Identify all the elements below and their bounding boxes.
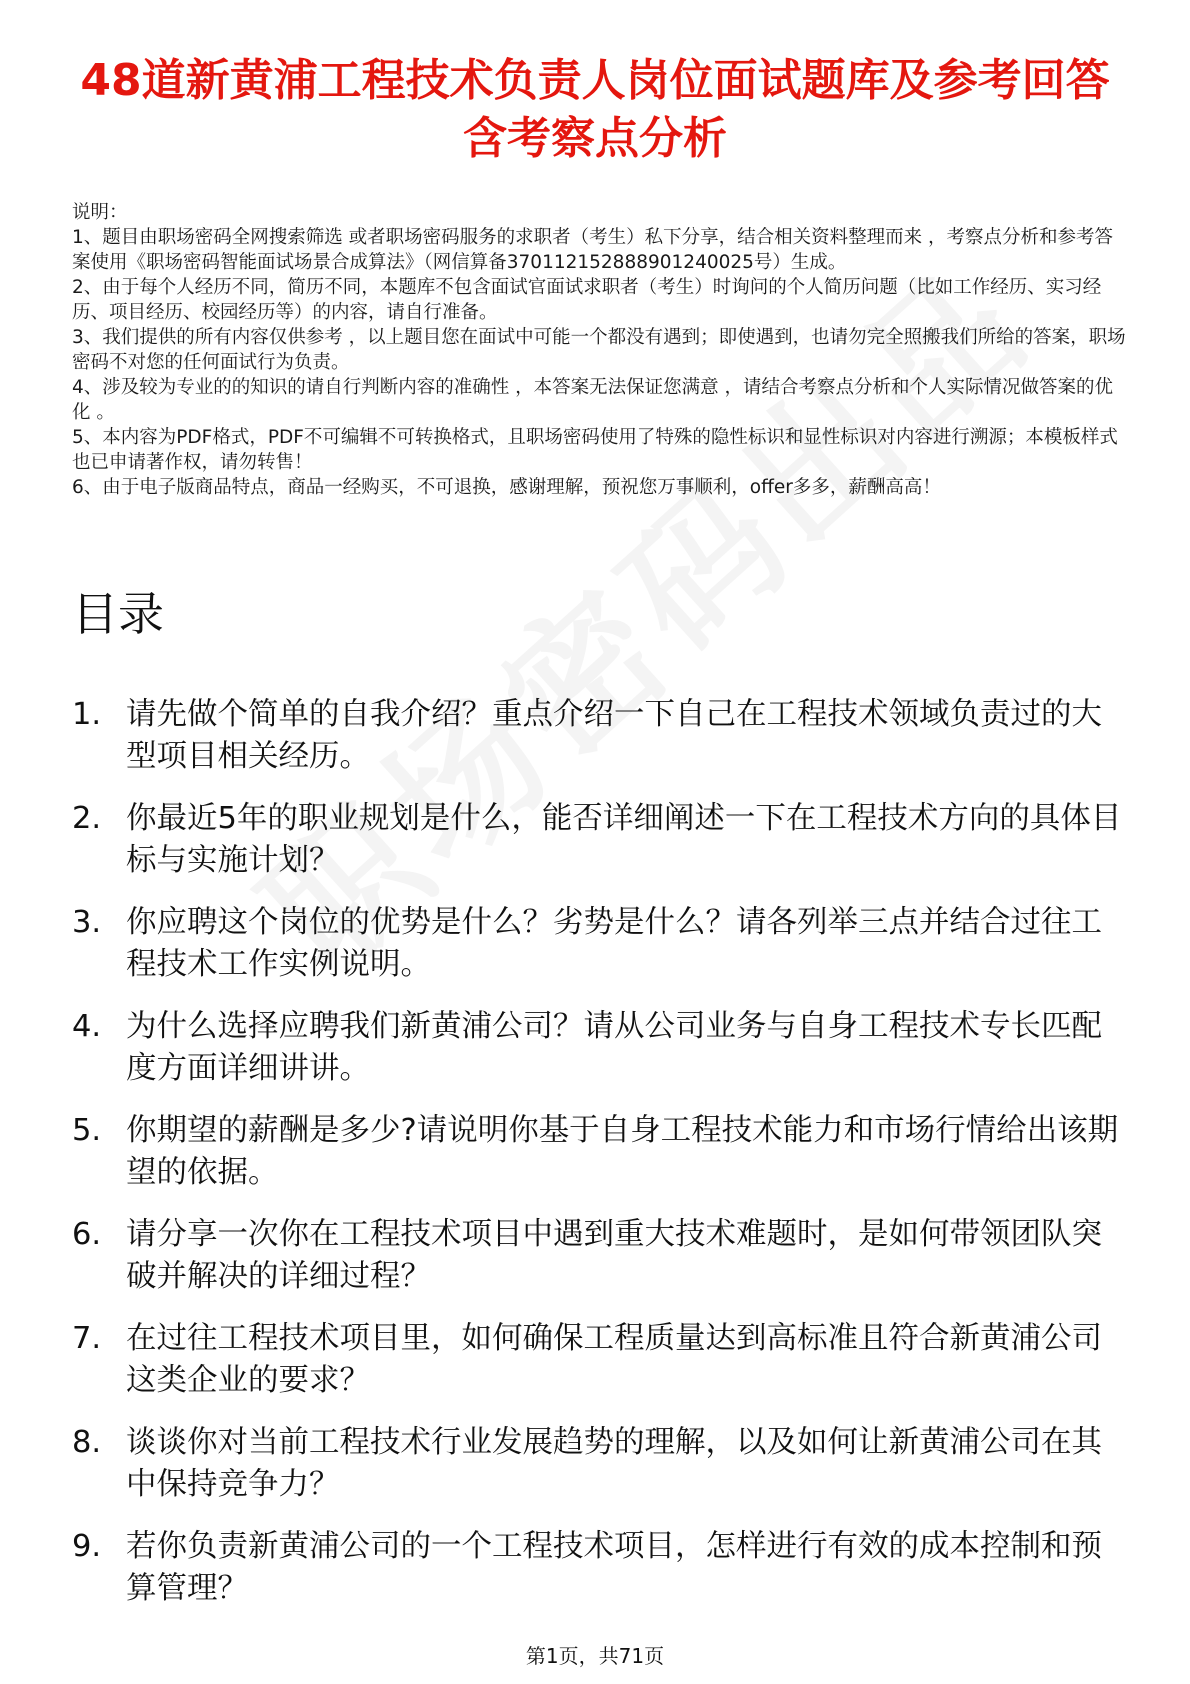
toc-item-number: 4. [72,1009,102,1044]
note-item: 6、由于电子版商品特点，商品一经购买，不可退换，感谢理解，预祝您万事顺利，offer多多，薪酬高高！ [72,477,941,498]
page-footer: 第1页，共71页 [525,1644,665,1668]
note-item: 4、涉及较为专业的的知识的请自行判断内容的准确性 ，本答案无法保证您满意 ，请结合考察点分析和个人实际情况做答案的优化 。 [72,377,1114,423]
toc-heading: 目录 [72,587,164,641]
notes-heading: 说明： [72,202,128,223]
toc-item-text: 请先做个简单的自我介绍？重点介绍一下自己在工程技术领域负责过的大型项目相关经历。 [126,697,1102,774]
toc-item[interactable] [72,1318,1132,1422]
disclaimer-notes [72,200,1128,500]
note-item: 2、由于每个人经历不同，简历不同，本题库不包含面试官面试求职者（考生）时询问的个人简历问题（比如工作经历、实习经历、项目经历、校园经历等）的内容，请自行准备。 [72,277,1102,323]
toc-item[interactable] [72,902,1132,1006]
toc-item[interactable] [72,1006,1132,1110]
toc-item-text: 你期望的薪酬是多少?请说明你基于自身工程技术能力和市场行情给出该期望的依据。 [126,1113,1119,1190]
toc-item[interactable] [72,694,1132,798]
toc-item[interactable] [72,798,1132,902]
note-item: 1、题目由职场密码全网搜索筛选 或者职场密码服务的求职者（考生）私下分享，结合相关资料整理而来 ，考察点分析和参考答案使用《职场密码智能面试场景合成算法》（网信算备370112152888901240025号）生成。 [72,227,1114,273]
toc-item-text: 若你负责新黄浦公司的一个工程技术项目，怎样进行有效的成本控制和预算管理？ [126,1529,1102,1606]
toc-item[interactable] [72,1110,1132,1214]
toc-item-text: 请分享一次你在工程技术项目中遇到重大技术难题时，是如何带领团队突破并解决的详细过程？ [126,1217,1102,1294]
toc-item[interactable] [72,1526,1132,1630]
toc-item-text: 在过往工程技术项目里，如何确保工程质量达到高标准且符合新黄浦公司这类企业的要求？ [126,1321,1102,1398]
toc-item-number: 5. [72,1113,102,1148]
note-item: 3、我们提供的所有内容仅供参考 ，以上题目您在面试中可能一个都没有遇到；即使遇到，也请勿完全照搬我们所给的答案，职场密码不对您的任何面试行为负责。 [72,327,1126,373]
note-item: 5、本内容为PDF格式，PDF不可编辑不可转换格式，且职场密码使用了特殊的隐性标识和显性标识对内容进行溯源；本模板样式也已申请著作权，请勿转售！ [72,427,1118,473]
toc-item-text: 为什么选择应聘我们新黄浦公司？请从公司业务与自身工程技术专长匹配度方面详细讲讲。 [126,1009,1102,1086]
toc-item-text: 谈谈你对当前工程技术行业发展趋势的理解，以及如何让新黄浦公司在其中保持竞争力？ [126,1425,1102,1502]
toc-item-text: 你应聘这个岗位的优势是什么？劣势是什么？请各列举三点并结合过往工程技术工作实例说明。 [126,905,1102,982]
toc-item-number: 1. [72,697,102,732]
toc-item[interactable] [72,1422,1132,1526]
toc-item-number: 7. [72,1321,102,1356]
toc-item-number: 2. [72,801,102,836]
toc-item-number: 3. [72,905,102,940]
toc-item-text: 你最近5年的职业规划是什么，能否详细阐述一下在工程技术方向的具体目标与实施计划？ [126,801,1122,878]
toc-item[interactable] [72,1214,1132,1318]
toc-item-number: 8. [72,1425,102,1460]
toc-list [72,694,1132,1630]
toc-item-number: 6. [72,1217,102,1252]
document-title: 48道新黄浦工程技术负责人岗位面试题库及参考回答含考察点分析 [80,55,1110,164]
toc-item-number: 9. [72,1529,102,1564]
